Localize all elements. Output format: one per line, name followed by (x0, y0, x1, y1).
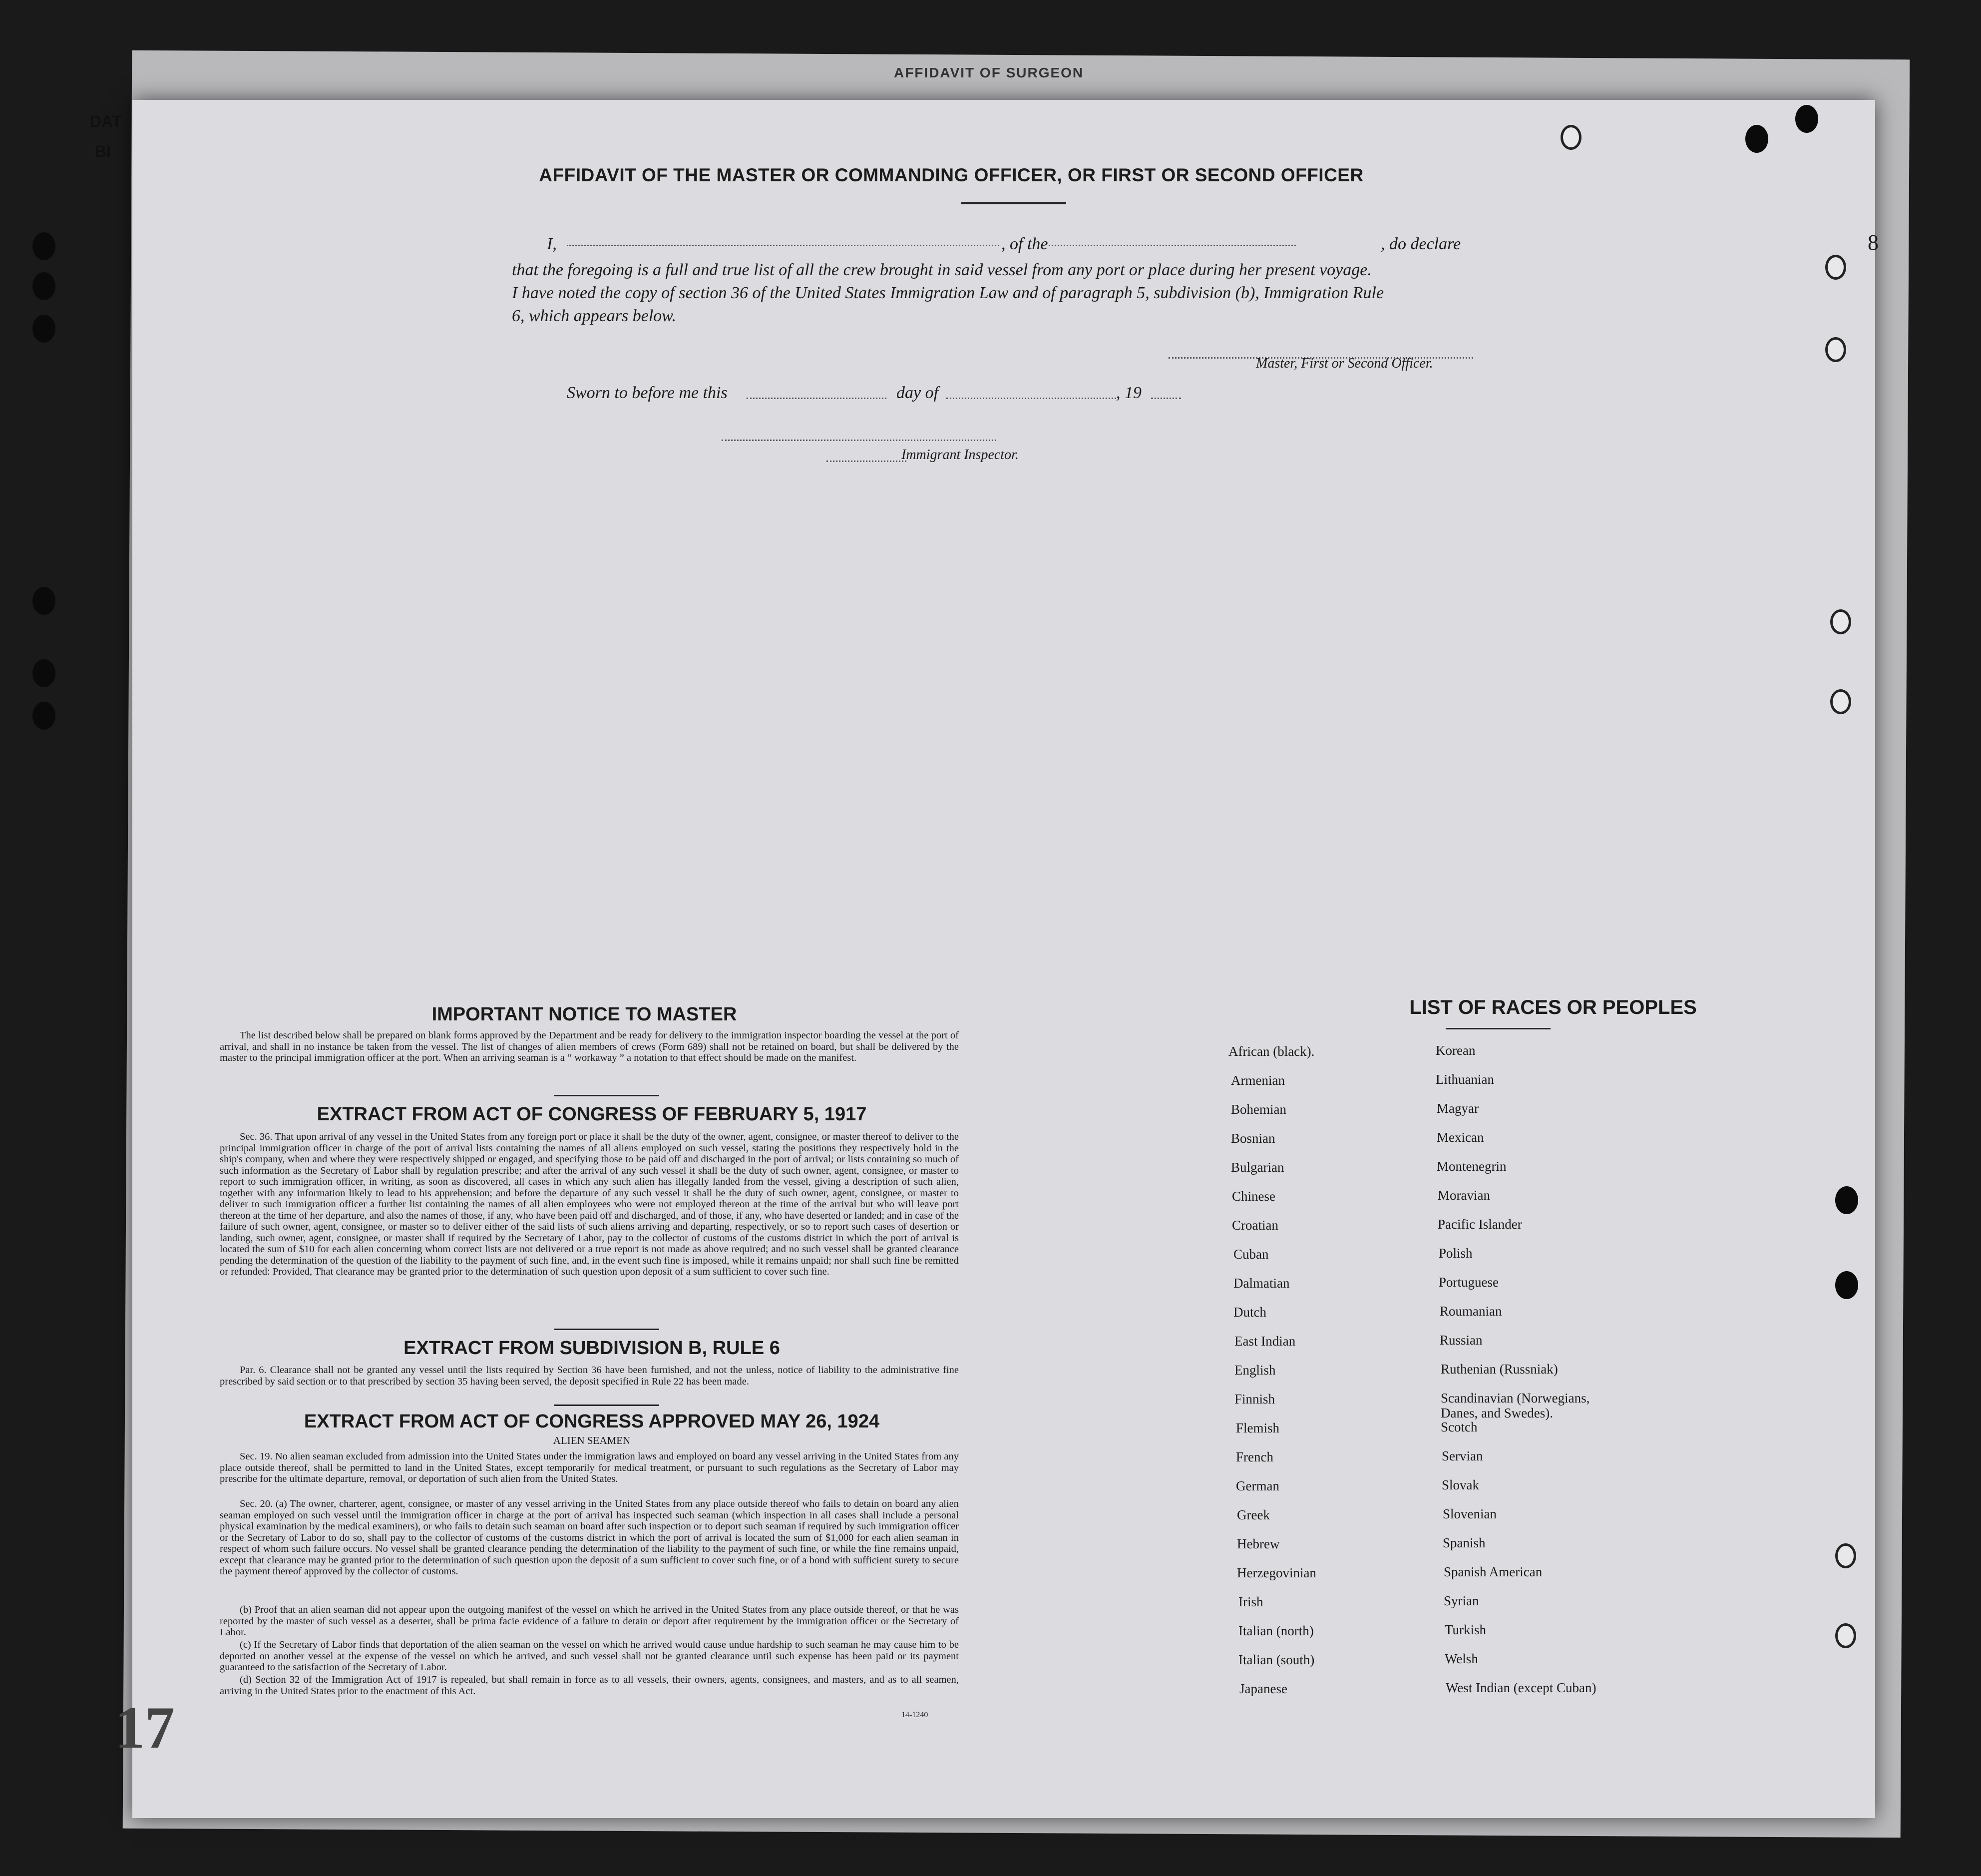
race-item: African (black). (1228, 1044, 1315, 1059)
race-item: Korean (1436, 1043, 1476, 1058)
punch-hole (1745, 125, 1768, 153)
back-sheet-title: AFFIDAVIT OF SURGEON (894, 65, 1084, 80)
race-item: French (1236, 1449, 1273, 1464)
race-item: Herzegovinian (1237, 1565, 1316, 1580)
divider (554, 1405, 659, 1406)
race-item: Lithuanian (1436, 1072, 1494, 1087)
race-item: Bulgarian (1231, 1160, 1284, 1175)
race-item: Moravian (1438, 1188, 1490, 1203)
right-margin-mark: 8 (1868, 230, 1879, 255)
affidavit-line-4: 6, which appears below. (512, 307, 676, 325)
year-label: , 19 (1116, 384, 1142, 402)
race-item: German (1236, 1478, 1279, 1493)
race-item: Turkish (1445, 1622, 1487, 1637)
race-item: Dutch (1233, 1305, 1266, 1320)
affidavit-line-3: I have noted the copy of section 36 of the United States Immigration Law and of paragraph 5, subdivision (b), Immigration Rule (512, 284, 1384, 302)
race-item: Japanese (1239, 1681, 1287, 1696)
race-item: Greek (1237, 1507, 1270, 1522)
race-item: Portuguese (1439, 1275, 1499, 1290)
divider (554, 1329, 659, 1330)
race-item: Slovenian (1443, 1506, 1497, 1521)
notice-body: The list described below shall be prepared on blank forms approved by the Department and be ready for delivery to the immigration inspector boarding the vessel at the port of arrival, and shall in no instance be taken from the vessel. The list of changes of alien members of crews (Form 689) shall not be retained on board, but shall be delivered by the master to the principal immigration officer at the port. When an arriving seaman is a “ workaway ” a notation to that effect should be made on the manifest. (220, 1030, 959, 1063)
race-item: Cuban (1233, 1247, 1269, 1262)
race-item: Scandinavian (Norwegians, Danes, and Swedes). (1441, 1391, 1590, 1420)
affidavit-title: AFFIDAVIT OF THE MASTER OR COMMANDING OFFICER, OR FIRST OR SECOND OFFICER (539, 165, 1364, 185)
punch-hole (1835, 1543, 1856, 1568)
races-title: LIST OF RACES OR PEOPLES (1409, 996, 1697, 1018)
race-item: Welsh (1445, 1651, 1478, 1666)
race-item: Hebrew (1237, 1536, 1280, 1551)
affidavit-i: I, (547, 235, 557, 253)
notice-title: IMPORTANT NOTICE TO MASTER (431, 1004, 737, 1025)
inspector-signature-label: Immigrant Inspector. (901, 447, 1019, 463)
left-tab-label-2: BI (95, 142, 111, 160)
punch-hole (32, 659, 55, 687)
subdivision-title: EXTRACT FROM SUBDIVISION B, RULE 6 (403, 1338, 780, 1359)
extract-1924-title: EXTRACT FROM ACT OF CONGRESS APPROVED MAY 26, 1924 (304, 1411, 880, 1432)
name-field[interactable] (567, 245, 1296, 246)
punch-hole (1561, 125, 1582, 150)
extract-1917-body: Sec. 36. That upon arrival of any vessel in the United States from any foreign port or place it shall be the duty of the owner, agent, consignee, or master thereof to deliver to the principal immigration officer in charge of the port of arrival lists containing the names of all aliens employed on such vessel, stating the positions they respectively hold in the ship's company, when and where they were respectively shipped or engaged, and specifying those to be paid off and discharged in the port of arrival; or lists containing so much of such information as the Secretary of Labor shall by regulation prescribe; and after the arrival of any such vessel it shall be the duty of such owner, agent, consignee, or master to report to such immigration officer, in writing, as soon as discovered, all cases in which any such alien has illegally landed from the vessel, giving a description of such alien, together with any information likely to lead to his apprehension; and before the departure of any such vessel it shall be the duty of such owner, agent, consignee, or master to deliver to such immigration officer a further list containing the names of all alien employees who were not employed thereon at the time of the arrival but who will leave port thereon at the time of her departure, and also the names of those, if any, who have been paid off and discharged, and of those, if any, who have deserted or landed; and in case of the failure of such owner, agent, consignee, or master so to deliver either of the said lists of such aliens arriving and departing, respectively, or so to report such cases of desertion or landing, such owner, agent, consignee, or master shall if required by the Secretary of Labor, pay to the collector of customs of the customs district in which the port of arrival is located the sum of $10 for each alien concerning whom correct lists are not delivered or a true report is not made as above required; and no such vessel shall be granted clearance pending the determination of the question of the liability to the payment of such fine, and, in the event such fine is imposed, while it remains unpaid; nor shall such fine be remitted or refunded: Provided, That clearance may be granted prior to the determination of such question upon deposit of a sum sufficient to cover such fine. (220, 1131, 959, 1277)
punch-hole (1830, 609, 1851, 634)
race-item: Irish (1238, 1594, 1263, 1609)
race-item: Polish (1439, 1246, 1473, 1261)
inspector-signature-line[interactable] (722, 440, 996, 441)
sworn-month-field[interactable] (946, 398, 1116, 399)
affidavit-of-the: , of the (1001, 235, 1048, 253)
extract-1924-p1: Sec. 19. No alien seaman excluded from admission into the United States under the immigration laws and employed on board any vessel arriving in the United States from any place outside thereof, shall be permitted to land in the United States, except temporarily for medical treatment, or pursuant to such regulations as the Secretary of Labor may prescribe for the ultimate departure, removal, or deportation of such alien from the United States. (220, 1451, 959, 1484)
sworn-label: Sworn to before me this (567, 384, 728, 402)
race-item: Syrian (1444, 1593, 1479, 1608)
race-item: East Indian (1234, 1334, 1296, 1349)
affidavit-do-declare: , do declare (1381, 235, 1461, 253)
race-item: Dalmatian (1233, 1276, 1290, 1291)
race-item: Russian (1440, 1333, 1483, 1348)
extract-1924-p4: (c) If the Secretary of Labor finds that deportation of the alien seaman on the vessel on which he arrived would cause undue hardship to such seaman he may cause him to be deported on another vessel at the expense of the vessel on which he arrived, and such vessel shall not be granted clearance until such expense has been paid or its payment guaranteed to the satisfaction of the Secretary of Labor. (220, 1639, 959, 1673)
extract-1917-title: EXTRACT FROM ACT OF CONGRESS OF FEBRUARY 5, 1917 (317, 1104, 867, 1125)
race-item: Ruthenian (Russniak) (1441, 1362, 1558, 1377)
race-item: Spanish (1443, 1535, 1486, 1550)
punch-hole (1835, 1271, 1858, 1299)
punch-hole (1830, 689, 1851, 714)
punch-hole (32, 702, 55, 730)
punch-hole (32, 232, 55, 260)
race-item: Chinese (1232, 1189, 1275, 1204)
extract-1924-subtitle: ALIEN SEAMEN (553, 1434, 631, 1446)
form-number: 14-1240 (901, 1711, 928, 1719)
race-item: Bosnian (1231, 1131, 1275, 1146)
inspector-signature-underline (826, 461, 906, 462)
race-item: Scotch (1441, 1419, 1478, 1434)
sworn-year-field[interactable] (1151, 398, 1181, 399)
races-title-rule (1446, 1028, 1551, 1029)
race-item: Magyar (1437, 1101, 1479, 1116)
divider (554, 1095, 659, 1096)
race-item: Pacific Islander (1438, 1217, 1522, 1232)
punch-hole (32, 315, 55, 343)
punch-hole (1825, 255, 1846, 280)
race-item: Flemish (1236, 1420, 1280, 1435)
left-tab-label-1: DAT (90, 112, 122, 130)
punch-hole (1825, 337, 1846, 362)
sworn-day-field[interactable] (747, 398, 886, 399)
crew-list-page (132, 100, 1879, 1818)
race-item: Italian (south) (1238, 1652, 1315, 1667)
punch-hole (32, 272, 55, 300)
race-item: Mexican (1437, 1130, 1484, 1145)
race-item: Roumanian (1440, 1304, 1502, 1319)
extract-1924-p2: Sec. 20. (a) The owner, charterer, agent, consignee, or master of any vessel arriving in the United States from any place outside thereof who fails to detain on board any alien seaman employed on such vessel until the immigration officer in charge at the port of arrival has inspected such seaman (which inspection in all cases shall include a personal physical examination by the medical examiners), or who fails to detain such seaman on board after such inspection or to deport such seaman if required by such immigration officer or the Secretary of Labor to do so, shall pay to the collector of customs of the customs district in which the port of arrival is located the sum of $1,000 for each alien seaman in respect of whom such failure occurs. No vessel shall be granted clearance pending the determination of the liability to the payment of such fine, or while the fine remains unpaid, except that clearance may be granted prior to the determination of such question upon the deposit of a sum sufficient to cover such fine, or of a bond with sufficient surety to secure the payment thereof approved by the collector of customs. (220, 1498, 959, 1577)
punch-hole (1795, 105, 1818, 133)
race-item: Servian (1442, 1448, 1483, 1463)
punch-hole (1835, 1186, 1858, 1214)
extract-1924-p3: (b) Proof that an alien seaman did not appear upon the outgoing manifest of the vessel on which he arrived in the United States from any place outside thereof, or that he was reported by the master of such vessel as a deserter, shall be prima facie evidence of a failure to detain or deport after requirement by the immigration officer or the Secretary of Labor. (220, 1604, 959, 1638)
punch-hole (1835, 1623, 1856, 1648)
race-item: Italian (north) (1238, 1623, 1314, 1638)
race-item: English (1234, 1363, 1276, 1378)
race-item: Bohemian (1231, 1102, 1286, 1117)
punch-hole (32, 587, 55, 615)
master-signature-label: Master, First or Second Officer. (1256, 356, 1433, 371)
race-item: Finnish (1234, 1392, 1275, 1407)
race-item: Armenian (1231, 1073, 1285, 1088)
title-rule (961, 202, 1066, 204)
race-item: Slovak (1442, 1477, 1480, 1492)
page-stamp: 17 (115, 1694, 175, 1761)
day-of-label: day of (896, 384, 939, 402)
race-item: Spanish American (1444, 1564, 1543, 1579)
affidavit-line-2: that the foregoing is a full and true list of all the crew brought in said vessel from any port or place during her present voyage. (512, 261, 1372, 279)
race-item: West Indian (except Cuban) (1446, 1680, 1596, 1695)
extract-1924-p5: (d) Section 32 of the Immigration Act of 1917 is repealed, but shall remain in force as to all vessels, their owners, agents, consignees, and masters, and as to all seamen, arriving in the United States prior to the enactment of this Act. (220, 1674, 959, 1697)
race-item: Croatian (1232, 1218, 1278, 1233)
race-item: Montenegrin (1437, 1159, 1507, 1174)
subdivision-body: Par. 6. Clearance shall not be granted any vessel until the lists required by Section 36 have been furnished, and not the unless, notice of liability to the administrative fine prescribed by said section or to that prescribed by section 35 having been served, the deposit specified in Rule 22 has been made. (220, 1365, 959, 1387)
